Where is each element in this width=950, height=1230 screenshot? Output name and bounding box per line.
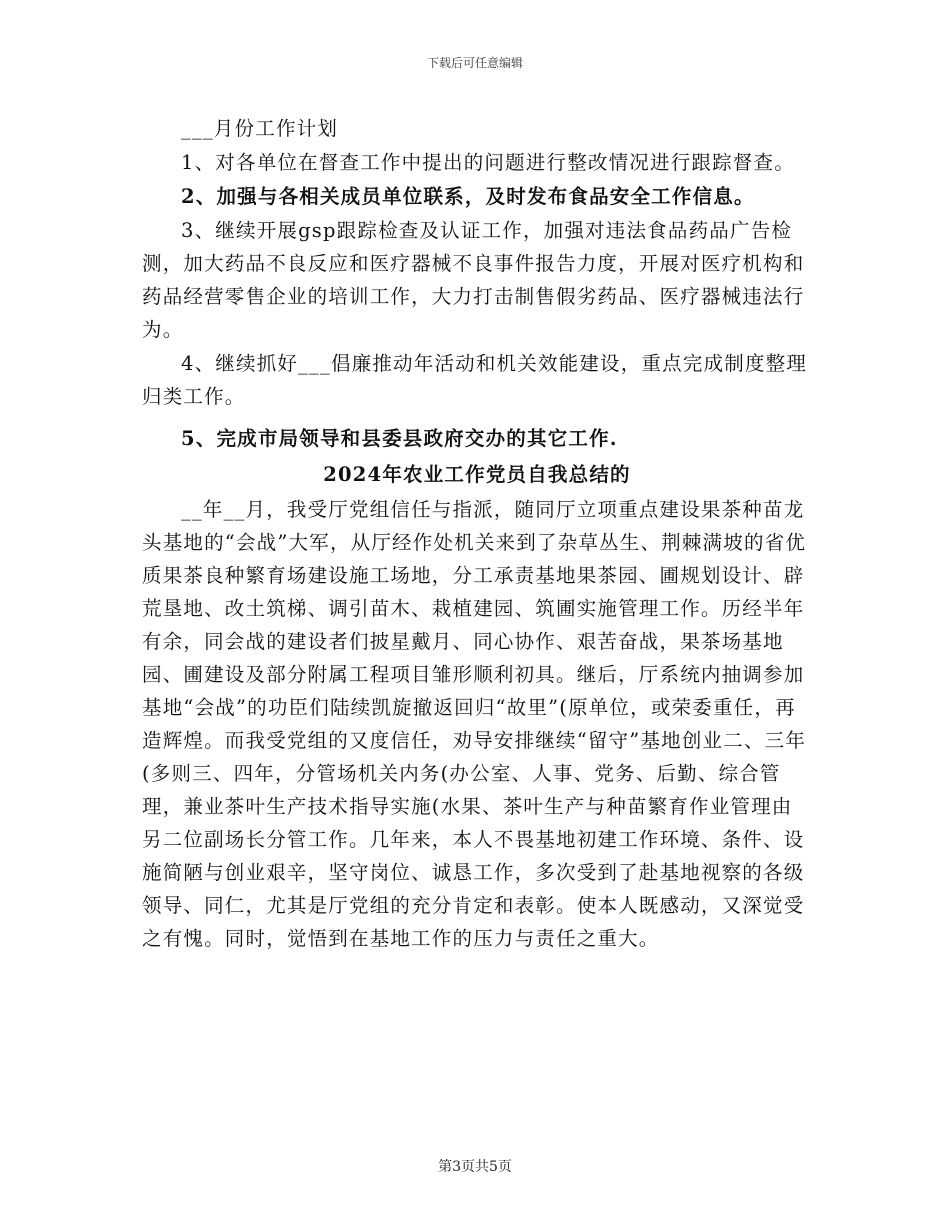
plan-item-4: 4、继续抓好___倡廉推动年活动和机关效能建设，重点完成制度整理归类工作。: [142, 352, 808, 408]
plan-title: ___月份工作计划: [181, 117, 339, 140]
plan-item-5: 5、完成市局领导和县委县政府交办的其它工作.: [181, 427, 618, 450]
summary-title: 2024年农业工作党员自我总结的: [323, 463, 631, 486]
header-note: 下载后可任意编辑: [426, 56, 523, 70]
plan-item-3: 3、继续开展gsp跟踪检查及认证工作，加强对违法食品药品广告检测，加大药品不良反应和医疗器械不良事件报告力度，开展对医疗机构和药品经营零售企业的培训工作，大力打击制售假劣药品、医疗器械违法行为。: [142, 219, 805, 341]
page-number: 第3页共5页: [438, 1159, 512, 1175]
document-body: [142, 112, 812, 956]
summary-body: __年__月，我受厅党组信任与指派，随同厅立项重点建设果茶种苗龙头基地的“会战”大军，从厅经作处机关来到了杂草丛生、荆棘满坡的省优质果茶良种繁育场建设施工场地，分工承责基地果茶园、圃规划设计、辟荒垦地、改土筑梯、调引苗木、栽植建园、筑圃实施管理工作。历经半年有余，同会战的建设者们披星戴月、同心协作、艰苦奋战，果茶场基地园、圃建设及部分附属工程项目雏形顺利初具。继后，厅系统内抽调参加基地“会战”的功臣们陆续凯旋撤返回归“故里”(原单位，或荣委重任，再造辉煌。而我受党组的又度信任，劝导安排继续“留守”基地创业二、三年(多则三、四年，分管场机关内务(办公室、人事、党务、后勤、综合管理，兼业茶叶生产技术指导实施(水果、茶叶生产与种苗繁育作业管理由另二位副场长分管工作。几年来，本人不畏基地初建工作环境、条件、设施简陋与创业艰辛，坚守岗位、诚恳工作，多次受到了赴基地视察的各级领导、同仁，尤其是厅党组的充分肯定和表彰。使本人既感动，又深觉受之有愧。同时，觉悟到在基地工作的压力与责任之重大。: [142, 498, 807, 950]
plan-item-2: 2、加强与各相关成员单位联系，及时发布食品安全工作信息。: [181, 185, 755, 208]
plan-item-1: 1、对各单位在督查工作中提出的问题进行整改情况进行跟踪督查。: [181, 151, 795, 174]
